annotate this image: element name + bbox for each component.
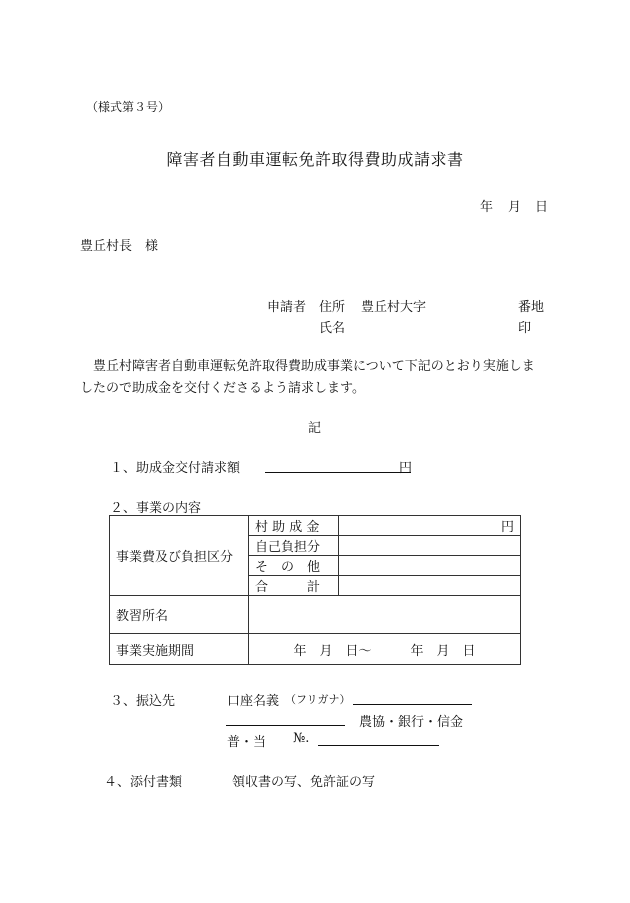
banchi-label: 番地 <box>518 300 545 315</box>
village-subsidy-unit: 円 <box>339 516 521 536</box>
bank-type-options: 農協・銀行・信金 <box>359 715 464 730</box>
account-number-label: №. <box>293 731 310 746</box>
village-subsidy-label: 村 助 成 金 <box>249 516 339 536</box>
self-share-label: 自己負担分 <box>249 536 339 556</box>
other-value <box>339 556 521 576</box>
attachments-value: 領収書の写、免許証の写 <box>232 775 376 790</box>
addressee: 豊丘村長 様 <box>80 239 159 254</box>
account-name-label: 口座名義 <box>227 694 280 709</box>
item2-label: ２、事業の内容 <box>110 501 202 516</box>
account-type-options: 普・当 <box>227 735 267 750</box>
school-value <box>249 596 521 634</box>
body-line-2: したので助成金を交付くださるよう請求します。 <box>80 381 365 396</box>
account-name-line <box>353 704 472 705</box>
date-month-label: 月 <box>508 200 522 215</box>
address-label: 住所 <box>319 300 346 315</box>
item4-label: ４、添付書類 <box>104 775 183 790</box>
form-number: （様式第３号） <box>86 100 171 114</box>
table-row <box>110 516 521 536</box>
account-number-line <box>318 745 439 746</box>
furigana-label: （フリガナ） <box>285 693 351 706</box>
item3-label: ３、振込先 <box>110 694 176 709</box>
bank-name-line <box>226 725 345 726</box>
applicant-label: 申請者 <box>267 300 307 315</box>
item1-amount-line <box>265 472 411 473</box>
date-year-label: 年 <box>480 200 494 215</box>
self-share-value <box>339 536 521 556</box>
table-row <box>110 634 521 665</box>
period-label: 事業実施期間 <box>110 634 249 665</box>
table-row <box>110 596 521 634</box>
business-content-table <box>109 515 521 665</box>
period-value: 年 月 日～ 年 月 日 <box>249 634 521 665</box>
address-value: 豊丘村大字 <box>361 300 427 315</box>
total-value <box>339 576 521 596</box>
name-label: 氏名 <box>319 321 346 336</box>
date-day-label: 日 <box>535 200 549 215</box>
ki-label: 記 <box>308 421 322 436</box>
page-title: 障害者自動車運転免許取得費助成請求書 <box>166 150 464 169</box>
body-line-1: 豊丘村障害者自動車運転免許取得費助成事業について下記のとおり実施しま <box>93 359 535 374</box>
seal-label: 印 <box>518 321 532 336</box>
school-label: 教習所名 <box>110 596 249 634</box>
cost-header-cell: 事業費及び負担区分 <box>110 516 249 596</box>
item1-unit: 円 <box>399 461 413 476</box>
total-label: 合 計 <box>249 576 339 596</box>
item1-label: １、助成金交付請求額 <box>110 461 241 476</box>
other-label: そ の 他 <box>249 556 339 576</box>
